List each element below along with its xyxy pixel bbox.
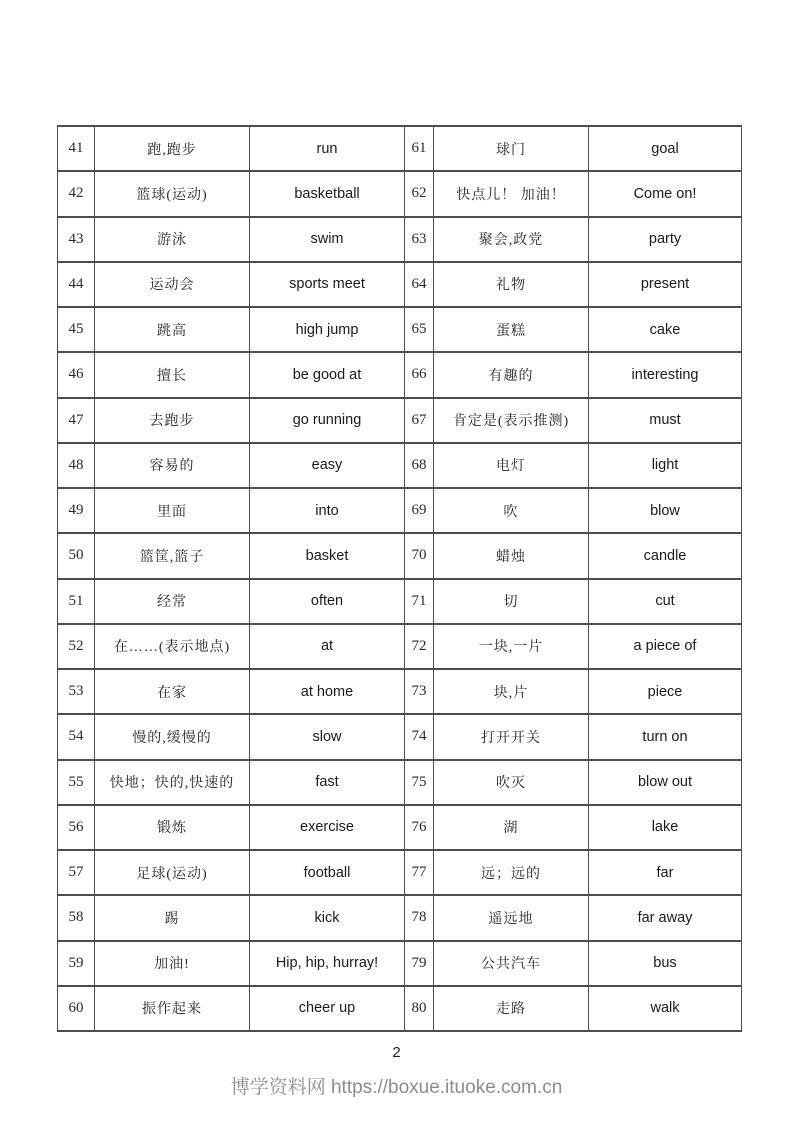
cell-left-english: go running <box>250 398 405 443</box>
cell-right-chinese: 快点儿！ 加油！ <box>434 171 589 216</box>
cell-right-chinese: 远；远的 <box>434 850 589 895</box>
cell-right-chinese: 聚会,政党 <box>434 217 589 262</box>
cell-left-english: Hip, hip, hurray! <box>250 941 405 986</box>
table-row <box>58 488 742 533</box>
cell-right-english: party <box>589 217 742 262</box>
table-row <box>58 805 742 850</box>
table-row <box>58 352 742 397</box>
cell-left-english: run <box>250 126 405 171</box>
cell-left-chinese: 经常 <box>95 579 250 624</box>
watermark: 博学资料网 https://boxue.ituoke.com.cn <box>230 1077 563 1098</box>
cell-left-number: 44 <box>58 262 95 307</box>
cell-right-chinese: 块,片 <box>434 669 589 714</box>
cell-right-chinese: 电灯 <box>434 443 589 488</box>
cell-left-number: 53 <box>58 669 95 714</box>
cell-right-chinese: 礼物 <box>434 262 589 307</box>
cell-left-chinese: 在……(表示地点) <box>95 624 250 669</box>
cell-left-chinese: 在家 <box>95 669 250 714</box>
cell-right-number: 64 <box>405 262 434 307</box>
cell-right-chinese: 球门 <box>434 126 589 171</box>
cell-right-number: 66 <box>405 352 434 397</box>
table-row <box>58 398 742 443</box>
cell-right-english: lake <box>589 805 742 850</box>
cell-right-english: cake <box>589 307 742 352</box>
vocab-table-body <box>58 126 742 1031</box>
cell-left-number: 58 <box>58 895 95 940</box>
cell-right-english: light <box>589 443 742 488</box>
table-row <box>58 895 742 940</box>
cell-right-number: 78 <box>405 895 434 940</box>
cell-left-number: 55 <box>58 760 95 805</box>
cell-right-number: 77 <box>405 850 434 895</box>
cell-right-number: 76 <box>405 805 434 850</box>
cell-right-chinese: 吹 <box>434 488 589 533</box>
cell-left-english: sports meet <box>250 262 405 307</box>
cell-right-english: a piece of <box>589 624 742 669</box>
cell-right-english: walk <box>589 986 742 1031</box>
cell-left-number: 42 <box>58 171 95 216</box>
cell-left-chinese: 里面 <box>95 488 250 533</box>
cell-left-number: 46 <box>58 352 95 397</box>
cell-left-chinese: 擅长 <box>95 352 250 397</box>
table-row <box>58 217 742 262</box>
cell-right-chinese: 湖 <box>434 805 589 850</box>
cell-left-number: 50 <box>58 533 95 578</box>
cell-left-english: football <box>250 850 405 895</box>
table-row <box>58 579 742 624</box>
cell-left-english: basket <box>250 533 405 578</box>
table-row <box>58 171 742 216</box>
cell-left-chinese: 振作起来 <box>95 986 250 1031</box>
cell-left-english: exercise <box>250 805 405 850</box>
cell-right-english: far <box>589 850 742 895</box>
cell-left-number: 48 <box>58 443 95 488</box>
cell-left-english: cheer up <box>250 986 405 1031</box>
cell-left-chinese: 足球(运动) <box>95 850 250 895</box>
cell-right-english: Come on! <box>589 171 742 216</box>
cell-right-number: 75 <box>405 760 434 805</box>
table-row <box>58 986 742 1031</box>
cell-left-chinese: 加油! <box>95 941 250 986</box>
cell-left-english: easy <box>250 443 405 488</box>
vocab-table <box>57 125 742 1032</box>
table-row <box>58 533 742 578</box>
cell-right-english: turn on <box>589 714 742 759</box>
cell-left-english: kick <box>250 895 405 940</box>
cell-left-number: 57 <box>58 850 95 895</box>
cell-right-number: 65 <box>405 307 434 352</box>
cell-right-chinese: 走路 <box>434 986 589 1031</box>
table-row <box>58 760 742 805</box>
cell-left-chinese: 锻炼 <box>95 805 250 850</box>
cell-left-chinese: 快地；快的,快速的 <box>95 760 250 805</box>
cell-left-number: 60 <box>58 986 95 1031</box>
cell-right-english: goal <box>589 126 742 171</box>
cell-right-chinese: 有趣的 <box>434 352 589 397</box>
cell-left-chinese: 踢 <box>95 895 250 940</box>
cell-right-english: present <box>589 262 742 307</box>
cell-left-english: high jump <box>250 307 405 352</box>
cell-left-chinese: 篮球(运动) <box>95 171 250 216</box>
cell-left-english: swim <box>250 217 405 262</box>
cell-left-number: 52 <box>58 624 95 669</box>
table-row <box>58 126 742 171</box>
table-row <box>58 262 742 307</box>
cell-right-number: 79 <box>405 941 434 986</box>
cell-left-number: 56 <box>58 805 95 850</box>
cell-left-english: be good at <box>250 352 405 397</box>
cell-left-english: basketball <box>250 171 405 216</box>
cell-right-english: blow <box>589 488 742 533</box>
cell-right-chinese: 吹灭 <box>434 760 589 805</box>
cell-left-chinese: 运动会 <box>95 262 250 307</box>
cell-left-number: 43 <box>58 217 95 262</box>
cell-right-number: 67 <box>405 398 434 443</box>
cell-left-chinese: 容易的 <box>95 443 250 488</box>
table-row <box>58 669 742 714</box>
cell-right-chinese: 打开开关 <box>434 714 589 759</box>
cell-right-number: 73 <box>405 669 434 714</box>
table-row <box>58 307 742 352</box>
cell-right-chinese: 一块,一片 <box>434 624 589 669</box>
table-row <box>58 850 742 895</box>
cell-left-number: 54 <box>58 714 95 759</box>
cell-left-chinese: 慢的,缓慢的 <box>95 714 250 759</box>
cell-right-number: 61 <box>405 126 434 171</box>
cell-left-number: 41 <box>58 126 95 171</box>
cell-right-chinese: 肯定是(表示推测) <box>434 398 589 443</box>
cell-right-number: 70 <box>405 533 434 578</box>
cell-left-english: fast <box>250 760 405 805</box>
cell-right-number: 63 <box>405 217 434 262</box>
cell-right-number: 71 <box>405 579 434 624</box>
cell-right-english: bus <box>589 941 742 986</box>
cell-right-english: interesting <box>589 352 742 397</box>
cell-left-number: 47 <box>58 398 95 443</box>
cell-right-number: 62 <box>405 171 434 216</box>
cell-right-number: 72 <box>405 624 434 669</box>
cell-left-chinese: 跳高 <box>95 307 250 352</box>
table-row <box>58 714 742 759</box>
cell-left-english: slow <box>250 714 405 759</box>
cell-left-chinese: 游泳 <box>95 217 250 262</box>
table-row <box>58 624 742 669</box>
cell-right-english: cut <box>589 579 742 624</box>
cell-right-number: 80 <box>405 986 434 1031</box>
cell-left-number: 59 <box>58 941 95 986</box>
cell-left-chinese: 去跑步 <box>95 398 250 443</box>
table-row <box>58 941 742 986</box>
page-number: 2 <box>392 1044 401 1061</box>
cell-left-english: often <box>250 579 405 624</box>
table-row <box>58 443 742 488</box>
cell-right-english: far away <box>589 895 742 940</box>
cell-right-number: 74 <box>405 714 434 759</box>
cell-right-chinese: 切 <box>434 579 589 624</box>
cell-left-number: 49 <box>58 488 95 533</box>
cell-right-chinese: 遥远地 <box>434 895 589 940</box>
cell-left-english: at <box>250 624 405 669</box>
cell-right-english: blow out <box>589 760 742 805</box>
cell-left-english: at home <box>250 669 405 714</box>
cell-left-number: 45 <box>58 307 95 352</box>
cell-right-number: 68 <box>405 443 434 488</box>
cell-left-chinese: 跑,跑步 <box>95 126 250 171</box>
cell-left-english: into <box>250 488 405 533</box>
cell-right-english: candle <box>589 533 742 578</box>
cell-right-english: piece <box>589 669 742 714</box>
cell-right-chinese: 蜡烛 <box>434 533 589 578</box>
cell-right-number: 69 <box>405 488 434 533</box>
cell-right-english: must <box>589 398 742 443</box>
cell-right-chinese: 蛋糕 <box>434 307 589 352</box>
cell-right-chinese: 公共汽车 <box>434 941 589 986</box>
cell-left-chinese: 篮筐,篮子 <box>95 533 250 578</box>
cell-left-number: 51 <box>58 579 95 624</box>
